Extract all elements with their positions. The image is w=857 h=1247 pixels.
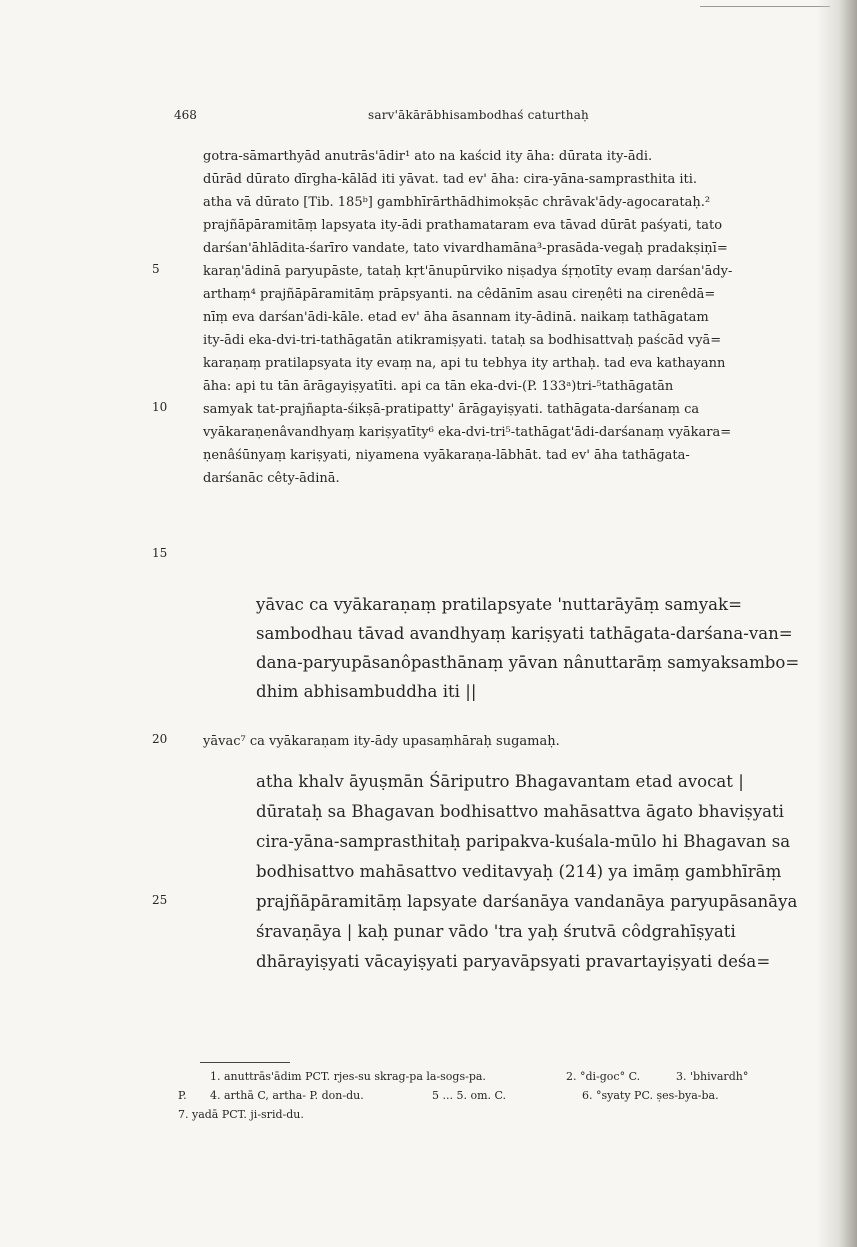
footnote: 7. yadā PCT. ji-srid-du. [178, 1108, 304, 1121]
sutra-line: bodhisattvo mahāsattvo veditavyaḥ (214) ya imāṃ gambhīrāṃ [256, 862, 782, 881]
sutra-line: dana-paryupāsanôpasthānaṃ yāvan nânuttarāṃ samyaksambo= [256, 653, 800, 672]
commentary-line: karaṇaṃ pratilapsyata ity evaṃ na, api tu tebhya ity arthaḥ. tad eva kathayann [203, 356, 726, 371]
page-header [174, 108, 794, 128]
footnote-rule [200, 1062, 290, 1063]
sutra-line: atha khalv āyuṣmān Śāriputro Bhagavantam etad avocat | [256, 772, 744, 791]
sutra-line: sambodhau tāvad avandhyaṃ kariṣyati tathāgata-darśana-van= [256, 624, 793, 643]
footnote: 2. °di-goc° C. [566, 1070, 641, 1083]
sutra-line: śravaṇāya | kaḥ punar vādo 'tra yaḥ śrutvā côdgrahīṣyati [256, 922, 736, 941]
commentary-line: yāvac⁷ ca vyākaraṇam ity-ādy upasaṃhāraḥ sugamaḥ. [203, 734, 560, 749]
sutra-line: yāvac ca vyākaraṇaṃ pratilapsyate 'nuttarāyāṃ samyak= [256, 595, 742, 614]
commentary-line: karaṇ'ādinā paryupāste, tataḥ kṛt'ānupūrviko niṣadya śṛṇotīty evaṃ darśan'ādy- [203, 264, 733, 279]
commentary-line: ṇenâśūnyaṃ kariṣyati, niyamena vyākaraṇa-lābhāt. tad ev' āha tathāgata- [203, 448, 690, 463]
line-number: 15 [152, 546, 168, 560]
scan-shadow-edge [817, 0, 857, 1247]
line-number: 25 [152, 893, 168, 907]
line-number: 10 [152, 400, 168, 414]
footnote: 1. anuttrās'ādim PCT. rjes-su skrag-pa la-sogs-pa. [210, 1070, 486, 1083]
commentary-line: darśan'āhlādita-śarīro vandate, tato vivardhamāna³-prasāda-vegaḥ pradakṣiṇī= [203, 241, 728, 256]
commentary-line: gotra-sāmarthyād anutrās'ādir¹ ato na kaścid ity āha: dūrata ity-ādi. [203, 149, 653, 164]
sutra-line: dhārayiṣyati vācayiṣyati paryavāpsyati pravartayiṣyati deśa= [256, 952, 771, 971]
line-number: 5 [152, 262, 160, 276]
commentary-line: dūrād dūrato dīrgha-kālād iti yāvat. tad ev' āha: cira-yāna-samprasthita iti. [203, 172, 698, 187]
footnote: 3. 'bhivardh° [676, 1070, 749, 1083]
commentary-line: āha: api tu tān ārāgayiṣyatīti. api ca tān eka-dvi-(P. 133ᵃ)tri-⁵tathāgatān [203, 379, 674, 394]
commentary-line: vyākaraṇenâvandhyaṃ kariṣyatīty⁶ eka-dvi-tri⁵-tathāgat'ādi-darśanaṃ vyākara= [203, 425, 732, 440]
scan-artifact-line [700, 6, 830, 7]
commentary-line: samyak tat-prajñapta-śikṣā-pratipatty' ārāgayiṣyati. tathāgata-darśanaṃ ca [203, 402, 700, 417]
page-number: 468 [174, 108, 197, 122]
commentary-line: arthaṃ⁴ prajñāpāramitāṃ prāpsyanti. na cêdānīm asau cireṇêti na cirenêdā= [203, 287, 716, 302]
footnote: 5 ... 5. om. C. [432, 1089, 507, 1102]
sutra-line: dhim abhisambuddha iti || [256, 682, 477, 701]
commentary-line: atha vā dūrato [Tib. 185ᵇ] gambhīrārthādhimokṣāc chrāvak'ādy-agocarataḥ.² [203, 195, 711, 210]
commentary-line: ity-ādi eka-dvi-tri-tathāgatān atikramiṣyati. tataḥ sa bodhisattvaḥ paścād vyā= [203, 333, 722, 348]
footnote: 6. °syaty PC. ṣes-bya-ba. [582, 1089, 719, 1102]
sutra-line: cira-yāna-samprasthitaḥ paripakva-kuśala-mūlo hi Bhagavan sa [256, 832, 791, 851]
sutra-line: dūrataḥ sa Bhagavan bodhisattvo mahāsattva āgato bhaviṣyati [256, 802, 784, 821]
commentary-line: prajñāpāramitāṃ lapsyata ity-ādi prathamataram eva tāvad dūrāt paśyati, tato [203, 218, 723, 233]
footnote: 4. arthā C, artha- P. don-du. [210, 1089, 364, 1102]
footnote: P. [178, 1089, 187, 1102]
running-title: sarv'ākārābhisambodhaś caturthaḥ [368, 108, 589, 122]
sutra-line: prajñāpāramitāṃ lapsyate darśanāya vandanāya paryupāsanāya [256, 892, 798, 911]
commentary-line: darśanāc cêty-ādinā. [203, 471, 340, 486]
commentary-line: nīṃ eva darśan'ādi-kāle. etad ev' āha āsannam ity-ādinā. naikaṃ tathāgatam [203, 310, 709, 325]
line-number: 20 [152, 732, 168, 746]
